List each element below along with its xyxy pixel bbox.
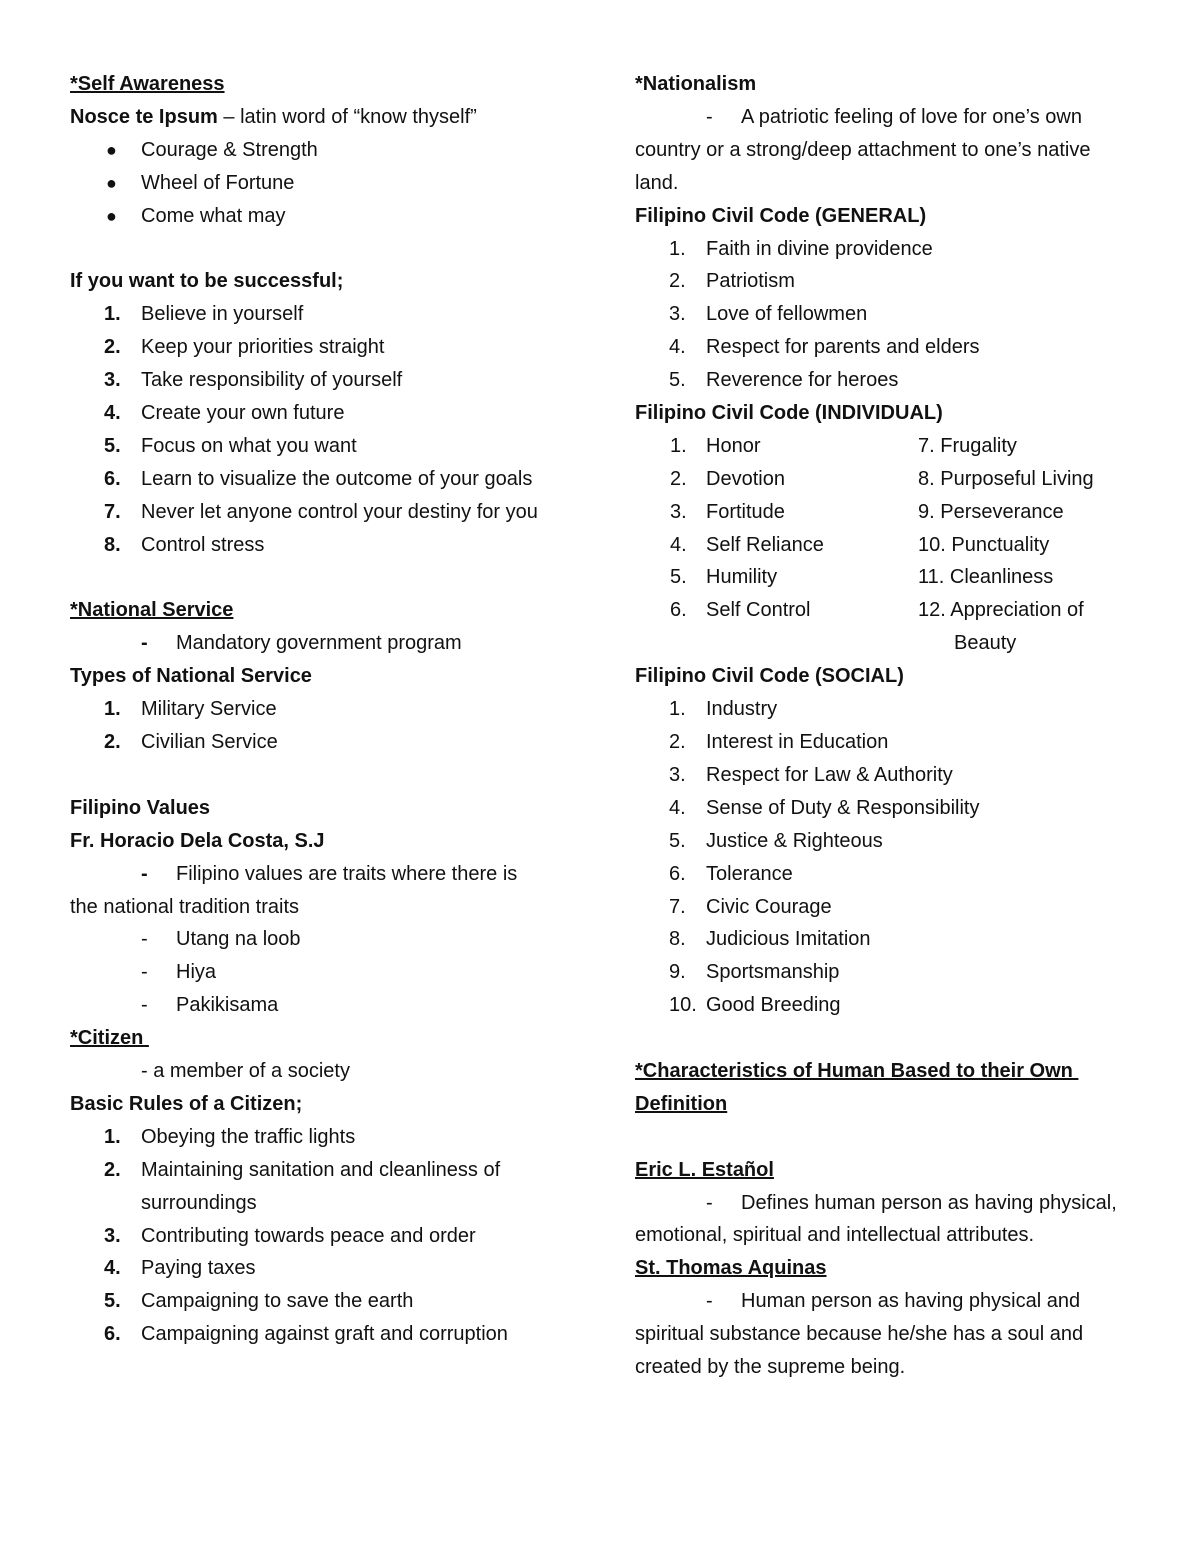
aquinas-name: St. Thomas Aquinas [635, 1257, 827, 1280]
types-heading: Types of National Service [70, 665, 312, 688]
item-number: 1. [670, 434, 687, 457]
item-text: 11. Cleanliness [918, 566, 1054, 589]
item-number: 4. [669, 796, 686, 819]
two-column-row [635, 529, 1130, 562]
item-text: Contributing towards peace and order [141, 1224, 476, 1247]
dash-mark: - [141, 928, 148, 951]
item-number: 5. [104, 434, 121, 457]
item-text: Respect for parents and elders [706, 336, 980, 359]
list-item [635, 759, 1130, 792]
item-text: Self Reliance [706, 533, 824, 556]
item-text: Civilian Service [141, 731, 278, 754]
list-item [70, 1285, 575, 1318]
two-column-row [635, 561, 1130, 594]
item-text: 8. Purposeful Living [918, 467, 1094, 490]
desc-text: Human person as having physical and spiritual substance because he/she has a soul and created by the supreme being. [635, 1290, 1084, 1379]
item-wrap [918, 594, 1128, 660]
item-number: 5. [669, 369, 686, 392]
citizen-heading: *Citizen [70, 1027, 149, 1050]
aquinas-desc [635, 1285, 1130, 1384]
item-text: Love of fellowmen [706, 303, 868, 326]
desc-text: A patriotic feeling of love for one’s own country or a strong/deep attachment to one’s native land. [635, 105, 1091, 194]
item-number: 3. [669, 303, 686, 326]
item-number: 5. [669, 829, 686, 852]
list-item [70, 529, 575, 562]
item-text: Tolerance [706, 862, 793, 885]
item-text: Keep your priorities straight [141, 336, 385, 359]
item-text: Campaigning against graft and corruption [141, 1323, 508, 1346]
filipino-values-heading: Filipino Values [70, 796, 211, 819]
item-number: 3. [104, 369, 121, 392]
trait-item [70, 923, 575, 956]
self-awareness-heading: *Self Awareness [70, 73, 225, 95]
list-item [70, 1154, 541, 1220]
two-column-row [635, 430, 1130, 463]
item-number: 6. [669, 862, 686, 885]
item-number: 4. [104, 1257, 121, 1280]
list-item [635, 298, 1130, 331]
list-item [70, 496, 541, 529]
left-column [70, 68, 575, 1351]
item-text: Justice & Righteous [706, 829, 883, 852]
list-item [635, 331, 1130, 364]
item-text: Self Control [706, 599, 811, 622]
item-number: 5. [104, 1290, 121, 1313]
list-item [70, 397, 575, 430]
rules-heading: Basic Rules of a Citizen; [70, 1092, 303, 1115]
list-item [70, 1252, 575, 1285]
item-text: Industry [706, 698, 778, 721]
list-item [635, 693, 1130, 726]
trait-item [70, 989, 575, 1022]
item-text: Sense of Duty & Responsibility [706, 796, 980, 819]
list-item [70, 1220, 575, 1253]
item-text: Create your own future [141, 402, 345, 424]
nationalism-desc [635, 101, 1130, 200]
item-number: 5. [670, 566, 687, 589]
item-text: Campaigning to save the earth [141, 1290, 414, 1313]
item-text: Obeying the traffic lights [141, 1125, 356, 1148]
item-number: 2. [104, 731, 121, 754]
dash-mark: - [141, 632, 148, 655]
bullet-text: Wheel of Fortune [141, 171, 295, 194]
list-item [635, 858, 1130, 891]
spacer [70, 759, 575, 792]
list-item [635, 989, 1130, 1022]
item-text: Focus on what you want [141, 434, 357, 457]
item-text: Humility [706, 566, 778, 589]
successful-heading: If you want to be successful; [70, 270, 344, 293]
item-number: 2. [669, 730, 686, 753]
characteristics-heading-cont: Definition [635, 1092, 728, 1115]
item-text: Judicious Imitation [706, 928, 871, 951]
list-item [635, 233, 1130, 266]
bullet-icon: ● [106, 205, 117, 226]
characteristics-heading: *Characteristics of Human Based to their Own [635, 1060, 1079, 1083]
item-number: 6. [104, 467, 121, 490]
list-item [70, 430, 575, 463]
item-text: Take responsibility of yourself [141, 369, 403, 392]
national-service-heading: *National Service [70, 599, 234, 622]
desc-text: Mandatory government program [176, 632, 462, 655]
item-number: 6. [104, 1323, 121, 1346]
item-text: 12. Appreciation of [918, 599, 1084, 622]
code-general-heading: Filipino Civil Code (GENERAL) [635, 204, 927, 227]
item-text: 9. Perseverance [918, 500, 1064, 523]
dash-mark: - [706, 1290, 713, 1313]
right-column [635, 68, 1130, 1384]
list-item [70, 1318, 575, 1351]
item-text: Control stress [141, 533, 265, 556]
spacer [635, 1121, 1130, 1154]
item-number: 9. [669, 961, 686, 984]
item-text: Believe in yourself [141, 303, 304, 326]
item-text: 7. Frugality [918, 434, 1017, 457]
dash-mark: - [706, 1191, 713, 1214]
item-number: 1. [669, 698, 686, 721]
nosce-te-ipsum-line [70, 101, 575, 134]
dash-mark: - [141, 994, 148, 1017]
list-item [70, 331, 575, 364]
citizen-definition: - a member of a society [141, 1060, 350, 1083]
item-text: Honor [706, 434, 761, 457]
list-item [635, 726, 1130, 759]
list-item [635, 891, 1130, 924]
trait-item [70, 956, 575, 989]
list-item [635, 923, 1130, 956]
item-number: 6. [670, 599, 687, 622]
list-item [635, 792, 1130, 825]
estanol-desc [635, 1187, 1130, 1253]
spacer [635, 1022, 1130, 1055]
item-text: Good Breeding [706, 994, 841, 1017]
list-item [635, 265, 1130, 298]
item-text: Interest in Education [706, 730, 889, 753]
code-individual-heading: Filipino Civil Code (INDIVIDUAL) [635, 402, 943, 425]
item-number: 8. [669, 928, 686, 951]
item-number: 1. [669, 237, 686, 260]
item-text: Respect for Law & Authority [706, 763, 953, 786]
list-item [70, 463, 575, 496]
filipino-values-author: Fr. Horacio Dela Costa, S.J [70, 829, 325, 852]
list-item [635, 956, 1130, 989]
item-text: Faith in divine providence [706, 237, 933, 260]
spacer [70, 233, 575, 266]
trait-text: Hiya [176, 961, 217, 984]
dash-mark: - [141, 961, 148, 984]
two-column-row [635, 463, 1130, 496]
item-number: 1. [104, 303, 121, 326]
two-column-row [635, 496, 1130, 529]
bullet-icon: ● [106, 139, 117, 160]
national-service-desc [70, 627, 575, 660]
list-item [70, 298, 575, 331]
list-item [635, 825, 1130, 858]
nationalism-heading: *Nationalism [635, 73, 757, 95]
item-number: 4. [104, 402, 121, 424]
trait-text: Utang na loob [176, 928, 301, 951]
list-item [70, 693, 575, 726]
item-number: 3. [669, 763, 686, 786]
item-text: Maintaining sanitation and cleanliness of surroundings [141, 1158, 501, 1214]
item-number: 10. [669, 994, 697, 1017]
item-text: Reverence for heroes [706, 369, 899, 392]
nosce-term: Nosce te Ipsum [70, 105, 218, 128]
item-number: 7. [669, 895, 686, 918]
item-number: 2. [669, 270, 686, 293]
list-item [70, 167, 575, 200]
list-item [70, 364, 575, 397]
filipino-values-desc [70, 858, 550, 924]
item-number: 2. [670, 467, 687, 490]
desc-text: Filipino values are traits where there is the national tradition traits [70, 862, 518, 918]
dash-mark: - [141, 862, 148, 885]
bullet-icon: ● [106, 172, 117, 193]
item-continuation: Beauty [954, 632, 1017, 655]
item-text: Never let anyone control your destiny for you [141, 500, 538, 523]
two-column-row [635, 594, 1130, 660]
item-text: 10. Punctuality [918, 533, 1050, 556]
code-social-heading: Filipino Civil Code (SOCIAL) [635, 665, 904, 688]
item-number: 2. [104, 1158, 121, 1181]
dash-mark: - [706, 105, 713, 128]
item-text: Sportsmanship [706, 961, 840, 984]
list-item [70, 200, 575, 233]
item-text: Fortitude [706, 500, 785, 523]
item-text: Learn to visualize the outcome of your goals [141, 467, 533, 490]
item-number: 7. [104, 500, 121, 523]
desc-text: Defines human person as having physical, emotional, spiritual and intellectual attributes. [635, 1191, 1117, 1247]
list-item [70, 726, 575, 759]
item-number: 2. [104, 336, 121, 359]
list-item [70, 1121, 575, 1154]
item-text: Devotion [706, 467, 785, 490]
item-number: 3. [104, 1224, 121, 1247]
list-item [635, 364, 1130, 397]
nosce-definition: – latin word of “know thyself” [217, 105, 477, 128]
item-text: Military Service [141, 698, 277, 721]
item-number: 4. [670, 533, 687, 556]
item-number: 3. [670, 500, 687, 523]
item-number: 1. [104, 1125, 121, 1148]
item-number: 1. [104, 698, 121, 721]
trait-text: Pakikisama [176, 994, 279, 1017]
bullet-text: Come what may [141, 204, 286, 227]
list-item [70, 134, 575, 167]
item-text: Paying taxes [141, 1257, 256, 1280]
item-text: Civic Courage [706, 895, 832, 918]
bullet-text: Courage & Strength [141, 138, 318, 161]
item-number: 8. [104, 533, 121, 556]
item-text: Patriotism [706, 270, 795, 293]
spacer [70, 562, 575, 595]
item-number: 4. [669, 336, 686, 359]
estanol-name: Eric L. Estañol [635, 1158, 774, 1181]
